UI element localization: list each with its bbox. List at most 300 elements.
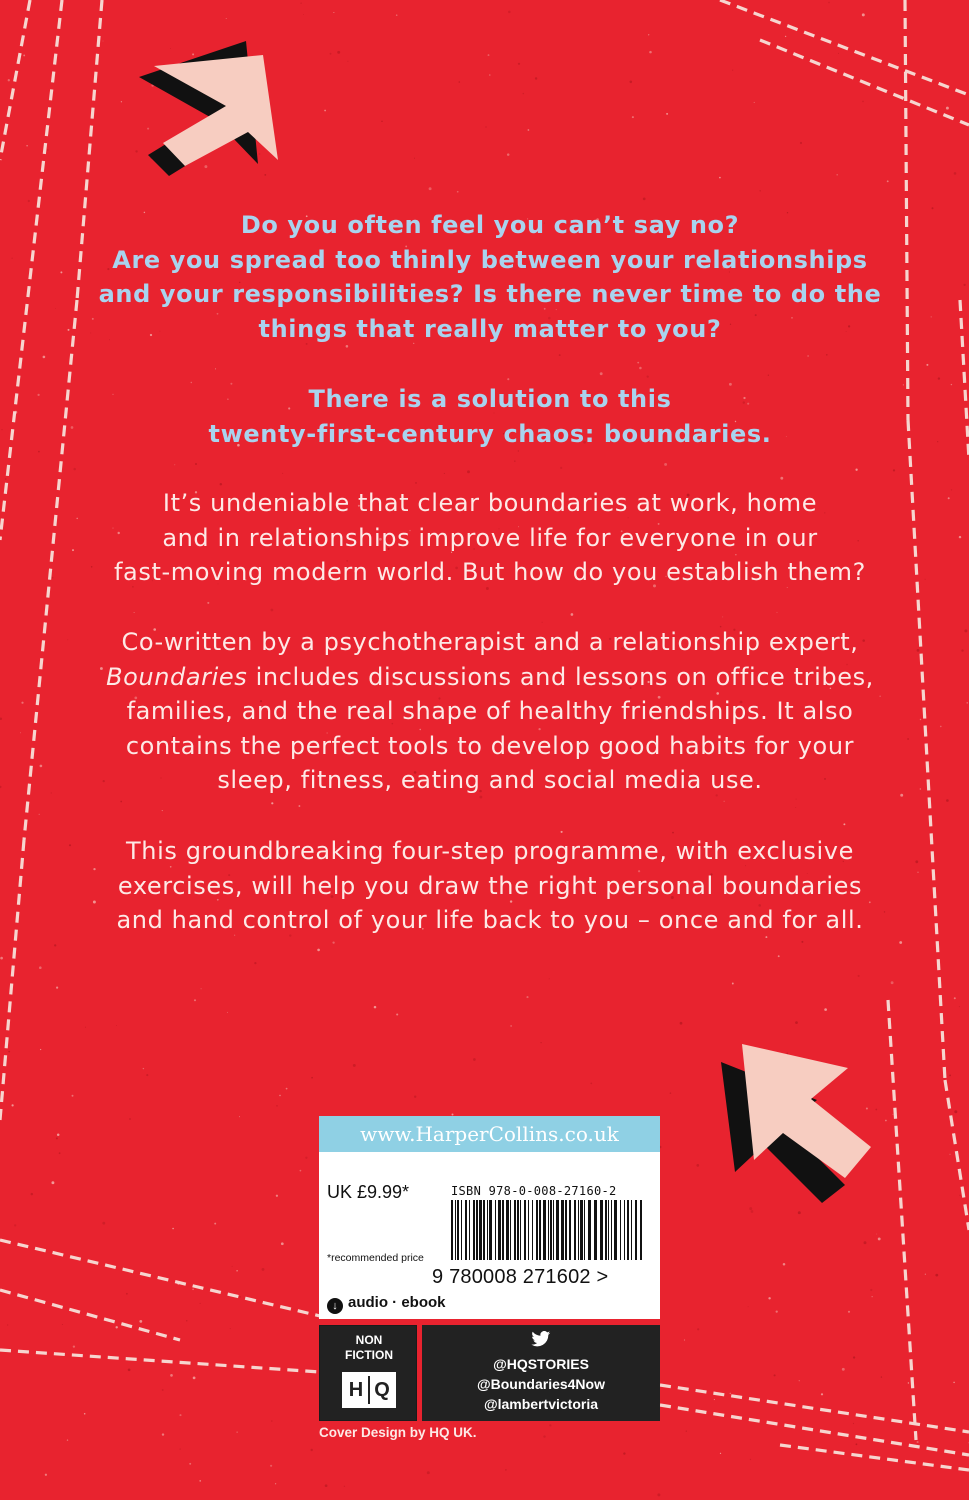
speckle bbox=[195, 463, 197, 465]
speckle bbox=[508, 11, 511, 14]
speckle bbox=[875, 1109, 877, 1111]
speckle bbox=[759, 190, 761, 192]
speckle bbox=[838, 53, 839, 54]
speckle bbox=[964, 629, 967, 632]
speckle bbox=[467, 470, 470, 473]
body-line: Co-written by a psychotherapist and a relationship expert, bbox=[121, 628, 859, 656]
speckle bbox=[347, 61, 348, 62]
speckle bbox=[507, 378, 509, 380]
speckle bbox=[843, 823, 845, 825]
speckle bbox=[458, 81, 460, 83]
barcode-bar bbox=[608, 1200, 609, 1260]
programme-paragraph bbox=[60, 834, 920, 938]
speckle bbox=[333, 12, 334, 13]
speckle bbox=[946, 107, 949, 110]
barcode-bar bbox=[457, 1200, 459, 1260]
barcode-bar bbox=[510, 1200, 511, 1260]
social-handle[interactable]: @lambertvictoria bbox=[483, 1396, 599, 1412]
speckle bbox=[855, 469, 857, 471]
speckle bbox=[724, 801, 725, 802]
speckle bbox=[828, 2, 830, 4]
solution-line: twenty-first-century chaos: boundaries. bbox=[208, 419, 772, 448]
speckle bbox=[787, 1053, 789, 1055]
barcode-panel bbox=[319, 1116, 660, 1319]
speckle bbox=[858, 975, 860, 977]
barcode-bar bbox=[473, 1200, 475, 1260]
speckle bbox=[639, 367, 642, 370]
speckle bbox=[505, 1469, 506, 1470]
speckle bbox=[799, 1380, 800, 1381]
speckle bbox=[821, 1393, 823, 1395]
speckle bbox=[866, 1107, 868, 1109]
dashed-line bbox=[720, 0, 969, 95]
dashed-line bbox=[660, 1405, 969, 1455]
speckle bbox=[954, 172, 957, 175]
speckle bbox=[751, 1210, 754, 1213]
speckle bbox=[415, 482, 417, 484]
barcode-bar bbox=[520, 1200, 521, 1260]
speckle bbox=[239, 1116, 240, 1117]
barcode-graphic bbox=[451, 1200, 643, 1260]
speckle bbox=[489, 74, 491, 76]
barcode-bar bbox=[550, 1200, 552, 1260]
barcode-bar bbox=[524, 1200, 526, 1260]
speckle bbox=[276, 1195, 278, 1197]
speckle bbox=[949, 1154, 950, 1155]
speckle bbox=[720, 1453, 721, 1454]
dashed-line bbox=[888, 1000, 916, 1440]
speckle bbox=[11, 1104, 13, 1106]
speckle bbox=[0, 786, 2, 788]
speckle bbox=[116, 1326, 118, 1328]
speckle bbox=[264, 174, 266, 176]
speckle bbox=[908, 1382, 909, 1383]
cover-design-credit: Cover Design by HQ UK. bbox=[319, 1425, 477, 1440]
speckle bbox=[549, 1424, 551, 1426]
body-line: and in relationships improve life for everyone in our bbox=[162, 523, 818, 552]
speckle bbox=[170, 48, 171, 49]
dashed-line bbox=[0, 1240, 320, 1316]
cowritten-paragraph bbox=[60, 625, 920, 798]
speckle bbox=[254, 962, 256, 964]
speckle bbox=[186, 1320, 187, 1321]
barcode-bar bbox=[536, 1200, 538, 1260]
barcode-bar bbox=[556, 1200, 559, 1260]
speckle bbox=[959, 1006, 960, 1007]
speckle bbox=[8, 79, 10, 81]
logo-letter-h: H bbox=[348, 1379, 364, 1401]
speckle bbox=[526, 996, 528, 998]
speckle bbox=[510, 1025, 511, 1026]
hook-paragraph bbox=[60, 208, 920, 346]
speckle bbox=[21, 702, 23, 704]
hook-line: Are you spread too thinly between your relationships bbox=[112, 245, 868, 274]
speckle bbox=[23, 54, 25, 56]
speckle bbox=[317, 949, 320, 952]
speckle bbox=[0, 957, 3, 960]
speckle bbox=[162, 1389, 164, 1391]
barcode-bar bbox=[514, 1200, 516, 1260]
speckle bbox=[571, 613, 574, 616]
body-line-rest: includes discussions and lessons on office tribes, bbox=[247, 662, 874, 691]
speckle bbox=[344, 1486, 345, 1487]
category-label bbox=[320, 1333, 418, 1363]
speckle bbox=[39, 814, 40, 815]
barcode-bar bbox=[620, 1200, 621, 1260]
speckle bbox=[143, 1068, 144, 1069]
speckle bbox=[56, 987, 58, 989]
speckle bbox=[14, 1224, 16, 1226]
body-line: and hand control of your life back to you – once and for all. bbox=[116, 906, 864, 935]
barcode-bar bbox=[624, 1200, 625, 1260]
barcode-bar bbox=[506, 1200, 509, 1260]
speckle bbox=[207, 602, 209, 604]
speckle bbox=[414, 158, 415, 159]
speckle bbox=[172, 1228, 174, 1230]
solution-line: There is a solution to this bbox=[308, 385, 672, 413]
speckle bbox=[560, 467, 562, 469]
speckle bbox=[199, 1480, 201, 1482]
barcode-bar bbox=[461, 1200, 462, 1260]
undeniable-paragraph bbox=[60, 486, 920, 590]
speckle bbox=[657, 1493, 660, 1496]
speckle bbox=[282, 473, 283, 474]
speckle bbox=[878, 1237, 881, 1240]
speckle bbox=[719, 177, 721, 179]
barcode-bar bbox=[543, 1200, 546, 1260]
dashed-line bbox=[0, 1350, 320, 1372]
speckle bbox=[192, 53, 194, 55]
speckle bbox=[842, 1368, 845, 1371]
formats-label: audio · ebook bbox=[348, 1294, 446, 1311]
speckle bbox=[937, 441, 938, 442]
speckle bbox=[281, 1242, 284, 1245]
speckle bbox=[801, 941, 803, 943]
hq-logo bbox=[342, 1372, 396, 1408]
speckle bbox=[885, 1120, 887, 1122]
speckle bbox=[5, 478, 7, 480]
speckle bbox=[300, 1170, 302, 1172]
dashed-line bbox=[960, 300, 969, 460]
speckle bbox=[649, 51, 652, 54]
speckle bbox=[192, 1288, 194, 1290]
speckle bbox=[774, 1374, 776, 1376]
barcode-bar bbox=[580, 1200, 583, 1260]
speckle bbox=[57, 1133, 60, 1136]
download-icon: ↓ bbox=[327, 1298, 343, 1314]
speckle bbox=[732, 983, 734, 985]
speckle bbox=[518, 63, 520, 65]
social-handle[interactable]: @Boundaries4Now bbox=[476, 1376, 605, 1392]
speckle bbox=[798, 1211, 801, 1214]
speckle bbox=[239, 1296, 241, 1298]
speckle bbox=[795, 807, 796, 808]
speckle bbox=[180, 1449, 181, 1450]
barcode-bar bbox=[569, 1200, 571, 1260]
speckle bbox=[353, 1064, 356, 1067]
speckle bbox=[332, 941, 334, 943]
speckle bbox=[754, 102, 755, 103]
speckle bbox=[749, 1207, 752, 1210]
barcode-bar bbox=[561, 1200, 564, 1260]
body-line: fast-moving modern world. But how do you establish them? bbox=[114, 558, 866, 587]
speckle bbox=[275, 1483, 276, 1484]
speckle bbox=[722, 616, 723, 617]
speckle bbox=[543, 1435, 545, 1437]
speckle bbox=[862, 13, 865, 16]
barcode-bar bbox=[631, 1200, 632, 1260]
barcode-digits: 9 780008 271602 > bbox=[432, 1266, 609, 1288]
speckle bbox=[56, 1137, 58, 1139]
speckle bbox=[215, 368, 216, 369]
category-line: FICTION bbox=[345, 1348, 393, 1362]
speckle bbox=[73, 1345, 75, 1347]
speckle bbox=[925, 579, 926, 580]
speckle bbox=[796, 799, 797, 800]
speckle bbox=[881, 1376, 882, 1377]
barcode-bar bbox=[574, 1200, 576, 1260]
speckle bbox=[102, 1222, 105, 1225]
speckle bbox=[305, 1157, 307, 1159]
speckle bbox=[179, 1414, 181, 1416]
barcode-bar bbox=[479, 1200, 482, 1260]
speckle bbox=[311, 1449, 313, 1451]
barcode-bar bbox=[611, 1200, 612, 1260]
speckle bbox=[768, 1297, 770, 1299]
speckle bbox=[795, 1021, 798, 1024]
speckle bbox=[396, 14, 398, 16]
dashed-line bbox=[760, 40, 969, 125]
speckle bbox=[559, 354, 561, 356]
speckle bbox=[146, 1074, 148, 1076]
speckle bbox=[324, 110, 326, 112]
book-title-italic: Boundaries bbox=[106, 662, 248, 691]
speckle bbox=[12, 258, 13, 259]
logo-divider bbox=[368, 1376, 370, 1404]
speckle bbox=[279, 1095, 280, 1096]
speckle bbox=[47, 149, 48, 150]
body-line: contains the perfect tools to develop good habits for your bbox=[125, 731, 855, 760]
speckle bbox=[20, 732, 21, 733]
speckle bbox=[232, 1266, 233, 1267]
speckle bbox=[891, 981, 894, 984]
dashed-line bbox=[0, 0, 30, 160]
speckle bbox=[959, 1194, 961, 1196]
barcode-bar bbox=[614, 1200, 617, 1260]
speckle bbox=[632, 116, 634, 118]
body-line: families, and the real shape of healthy friendships. It also bbox=[126, 697, 854, 726]
barcode-bar bbox=[455, 1200, 456, 1260]
speckle bbox=[648, 34, 649, 35]
speckle bbox=[201, 988, 202, 989]
speckle bbox=[732, 70, 733, 71]
speckle bbox=[523, 93, 524, 94]
speckle bbox=[946, 799, 949, 802]
speckle bbox=[862, 101, 864, 103]
imprint-panel bbox=[319, 1325, 417, 1421]
speckle bbox=[40, 765, 43, 768]
speckle bbox=[271, 1420, 273, 1422]
speckle bbox=[836, 174, 838, 176]
speckle bbox=[549, 978, 550, 979]
social-handle[interactable]: @HQSTORIES bbox=[493, 1356, 589, 1372]
speckle bbox=[870, 1289, 872, 1291]
speckle bbox=[7, 1324, 8, 1325]
speckle bbox=[374, 1006, 377, 1009]
speckle bbox=[630, 81, 633, 84]
speckle bbox=[935, 1274, 938, 1277]
speckle bbox=[134, 612, 135, 613]
barcode-bar bbox=[600, 1200, 603, 1260]
speckle bbox=[488, 54, 490, 56]
speckle bbox=[0, 718, 2, 721]
speckle bbox=[750, 1459, 751, 1460]
speckle bbox=[892, 1114, 893, 1115]
speckle bbox=[311, 1077, 313, 1079]
speckle bbox=[26, 145, 27, 146]
speckle bbox=[276, 1105, 278, 1107]
speckle bbox=[961, 649, 963, 651]
speckle bbox=[444, 473, 445, 474]
speckle bbox=[954, 997, 956, 999]
speckle bbox=[696, 1164, 699, 1167]
speckle bbox=[540, 1042, 541, 1043]
barcode-bar bbox=[594, 1200, 597, 1260]
barcode-bar bbox=[605, 1200, 607, 1260]
speckle bbox=[147, 128, 149, 130]
speckle bbox=[427, 1471, 430, 1474]
speckle bbox=[54, 944, 56, 946]
speckle bbox=[103, 41, 104, 42]
barcode-bar bbox=[451, 1200, 453, 1260]
dashed-line bbox=[945, 1080, 969, 1230]
speckle bbox=[193, 1377, 196, 1380]
barcode-bar bbox=[548, 1200, 549, 1260]
speckle bbox=[800, 142, 802, 144]
speckle bbox=[951, 384, 952, 385]
speckle bbox=[785, 36, 786, 37]
dashed-line bbox=[660, 1385, 969, 1432]
speckle bbox=[780, 477, 783, 480]
speckle bbox=[62, 1324, 63, 1325]
speckle bbox=[684, 1339, 685, 1340]
speckle bbox=[600, 372, 603, 375]
speckle bbox=[643, 198, 646, 201]
speckle bbox=[40, 1049, 41, 1050]
speckle bbox=[73, 468, 75, 470]
speckle bbox=[953, 1382, 955, 1384]
barcode-bar bbox=[502, 1200, 504, 1260]
isbn-label: ISBN 978-0-008-27160-2 bbox=[451, 1184, 617, 1198]
speckle bbox=[783, 1263, 786, 1266]
speckle bbox=[128, 1368, 131, 1371]
speckle bbox=[949, 1075, 951, 1077]
speckle bbox=[227, 1012, 228, 1013]
speckle bbox=[776, 1310, 778, 1312]
speckle bbox=[925, 1274, 926, 1275]
barcode-bar bbox=[487, 1200, 488, 1260]
speckle bbox=[230, 1328, 231, 1329]
speckle bbox=[325, 1484, 328, 1487]
speckle bbox=[52, 577, 54, 579]
speckle bbox=[647, 375, 649, 377]
barcode-bar bbox=[465, 1200, 467, 1260]
speckle bbox=[259, 153, 261, 155]
barcode-bar bbox=[627, 1200, 629, 1260]
speckle bbox=[189, 1463, 191, 1465]
speckle bbox=[686, 1430, 687, 1431]
speckle bbox=[561, 831, 563, 833]
speckle bbox=[226, 18, 227, 19]
speckle bbox=[778, 955, 780, 957]
speckle bbox=[429, 187, 432, 190]
speckle bbox=[1, 429, 2, 430]
speckle bbox=[162, 810, 163, 811]
speckle bbox=[85, 1027, 86, 1028]
speckle bbox=[204, 165, 207, 168]
formats-line bbox=[327, 1294, 446, 1314]
speckle bbox=[664, 463, 667, 466]
speckle bbox=[528, 129, 530, 131]
speckle bbox=[697, 1328, 699, 1330]
speckle bbox=[286, 1088, 288, 1090]
body-line bbox=[60, 660, 920, 695]
speckle bbox=[853, 1356, 855, 1358]
speckle bbox=[262, 1268, 265, 1271]
solution-paragraph bbox=[60, 382, 920, 451]
speckle bbox=[768, 375, 769, 376]
speckle bbox=[876, 1234, 877, 1235]
recommended-price-note: *recommended price bbox=[327, 1252, 424, 1264]
publisher-url[interactable]: www.HarperCollins.co.uk bbox=[319, 1116, 660, 1152]
body-line: exercises, will help you draw the right personal boundaries bbox=[117, 871, 863, 900]
speckle bbox=[917, 1441, 919, 1443]
speckle bbox=[507, 153, 510, 156]
speckle bbox=[963, 284, 965, 286]
speckle bbox=[485, 126, 486, 127]
barcode-bar bbox=[578, 1200, 579, 1260]
speckle bbox=[967, 702, 968, 703]
barcode-bar bbox=[635, 1200, 637, 1260]
speckle bbox=[623, 1452, 625, 1454]
speckle bbox=[55, 308, 56, 309]
body-line: This groundbreaking four-step programme, with exclusive bbox=[126, 837, 854, 865]
barcode-bar bbox=[588, 1200, 591, 1260]
speckle bbox=[271, 802, 273, 804]
barcode-bar bbox=[495, 1200, 496, 1260]
barcode-bar bbox=[498, 1200, 501, 1260]
speckle bbox=[826, 354, 828, 356]
speckle bbox=[730, 1393, 732, 1395]
speckle bbox=[670, 1092, 672, 1094]
speckle bbox=[270, 1465, 272, 1467]
speckle bbox=[237, 1432, 238, 1433]
speckle bbox=[236, 1270, 238, 1272]
logo-letter-q: Q bbox=[374, 1379, 390, 1401]
dashed-line bbox=[0, 840, 24, 1120]
speckle bbox=[926, 364, 928, 366]
speckle bbox=[473, 1058, 476, 1061]
speckle bbox=[174, 464, 175, 465]
speckle bbox=[872, 1296, 873, 1297]
speckle bbox=[590, 1083, 592, 1085]
speckle bbox=[666, 113, 668, 115]
barcode-bar bbox=[532, 1200, 533, 1260]
hook-line: Do you often feel you can’t say no? bbox=[240, 211, 740, 239]
speckle bbox=[932, 207, 934, 209]
category-line: NON bbox=[355, 1333, 383, 1347]
speckle bbox=[300, 3, 301, 4]
